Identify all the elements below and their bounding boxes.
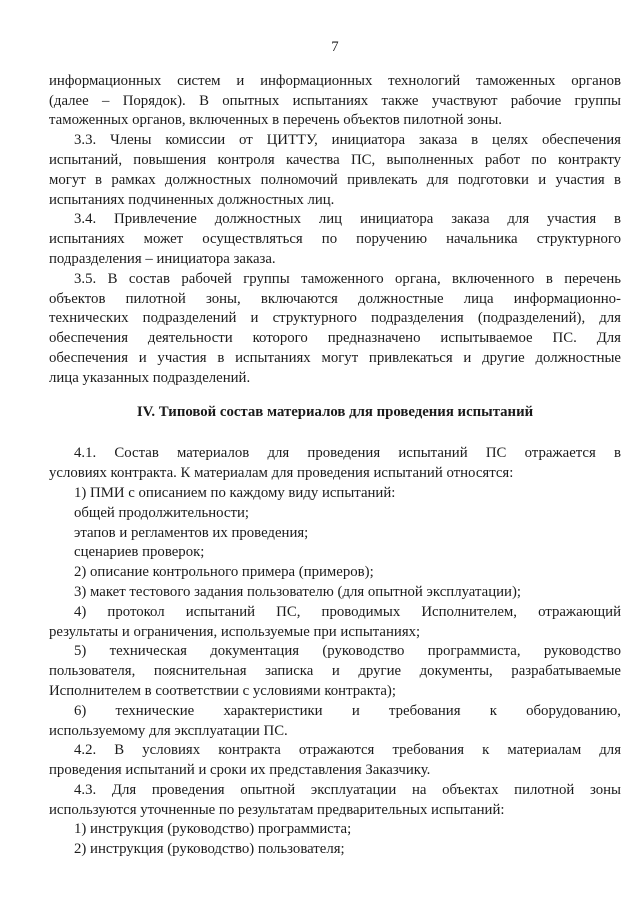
text-line: 2) инструкция (руководство) пользователя; (74, 841, 345, 858)
text-line: Исполнителем в соответствии с условиями контракта); (49, 682, 396, 699)
paragraph (49, 543, 621, 563)
paragraph (49, 210, 621, 269)
text-line: 1) ПМИ с описанием по каждому виду испытаний: (74, 484, 396, 501)
section-heading: IV. Типовой состав материалов для проведения испытаний (136, 403, 534, 420)
text-line: сценариев проверок; (74, 544, 205, 561)
paragraph (49, 484, 621, 504)
text-line: подразделения – инициатора заказа. (49, 250, 276, 267)
text-line: 2) описание контрольного примера (примеров); (74, 564, 374, 581)
text-line: испытаниях подчиненных должностных лиц. (49, 191, 335, 208)
text-line: информационных систем и информационных технологий таможенных органов (49, 72, 621, 89)
paragraph (49, 781, 621, 821)
text-line: обеспечения деятельности которого предназначено испытываемое ПС. Для (49, 330, 621, 347)
text-line: (далее – Порядок). В опытных испытаниях также участвуют рабочие группы (49, 92, 621, 109)
paragraph (49, 504, 621, 524)
text-line: объектов пилотной зоны, включаются должностные лица информационно- (49, 290, 621, 307)
paragraph (49, 270, 621, 389)
text-line: 1) инструкция (руководство) программиста; (74, 821, 352, 838)
text-line: испытаний, повышения контроля качества ПС, выполненных работ по контракту (49, 151, 621, 168)
paragraph (49, 820, 621, 840)
text-line: 6) технические характеристики и требования к оборудованию, (74, 702, 621, 719)
text-line: 3.3. Члены комиссии от ЦИТТУ, инициатора заказа в целях обеспечения (74, 132, 621, 149)
text-line: 4.2. В условиях контракта отражаются требования к материалам для (74, 742, 621, 759)
text-line: 4.3. Для проведения опытной эксплуатации на объектах пилотной зоны (74, 781, 621, 798)
paragraph (49, 131, 621, 210)
paragraph (49, 563, 621, 583)
paragraph (49, 603, 621, 643)
text-line: используются уточненные по результатам предварительных испытаний: (49, 801, 505, 818)
paragraph (49, 524, 621, 544)
text-line: обеспечения и участия в испытаниях могут привлекаться и другие должностные (49, 349, 621, 366)
text-line: пользователя, пояснительная записка и другие документы, разрабатываемые (49, 663, 621, 680)
paragraph (49, 741, 621, 781)
text-line: испытаниях может осуществляться по поручению начальника структурного (49, 231, 621, 248)
paragraph (49, 702, 621, 742)
paragraph (49, 72, 621, 131)
text-line: 4) протокол испытаний ПС, проводимых Исполнителем, отражающий (74, 603, 621, 620)
paragraph (49, 444, 621, 484)
text-line: 4.1. Состав материалов для проведения испытаний ПС отражается в (74, 445, 621, 462)
text-line: результаты и ограничения, используемые при испытаниях; (49, 623, 421, 640)
paragraph (49, 642, 621, 701)
text-line: 5) техническая документация (руководство программиста, руководство (74, 643, 621, 660)
paragraph (49, 840, 621, 860)
text-line: лица указанных подразделений. (49, 369, 251, 386)
text-line: этапов и регламентов их проведения; (74, 524, 309, 541)
paragraph (49, 583, 621, 603)
text-line: проведения испытаний и сроки их представления Заказчику. (49, 762, 431, 779)
text-line: общей продолжительности; (74, 504, 249, 521)
text-line: таможенных органов, включенных в перечень объектов пилотной зоны. (49, 112, 502, 129)
text-line: 3) макет тестового задания пользователю (для опытной эксплуатации); (74, 583, 521, 600)
text-line: могут в рамках должностных полномочий привлекать для подготовки и участия в (49, 171, 621, 188)
page-number: 7 (331, 39, 339, 55)
text-line: технических подразделений и структурного подразделения (подразделений), для (49, 310, 621, 327)
text-line: используемому для эксплуатации ПС. (49, 722, 288, 739)
document-body (49, 72, 621, 860)
text-line: условиях контракта. К материалам для проведения испытаний относятся: (49, 465, 514, 482)
text-line: 3.5. В состав рабочей группы таможенного органа, включенного в перечень (74, 270, 621, 287)
text-line: 3.4. Привлечение должностных лиц инициатора заказа для участия в (74, 211, 621, 228)
document-content (49, 38, 621, 860)
